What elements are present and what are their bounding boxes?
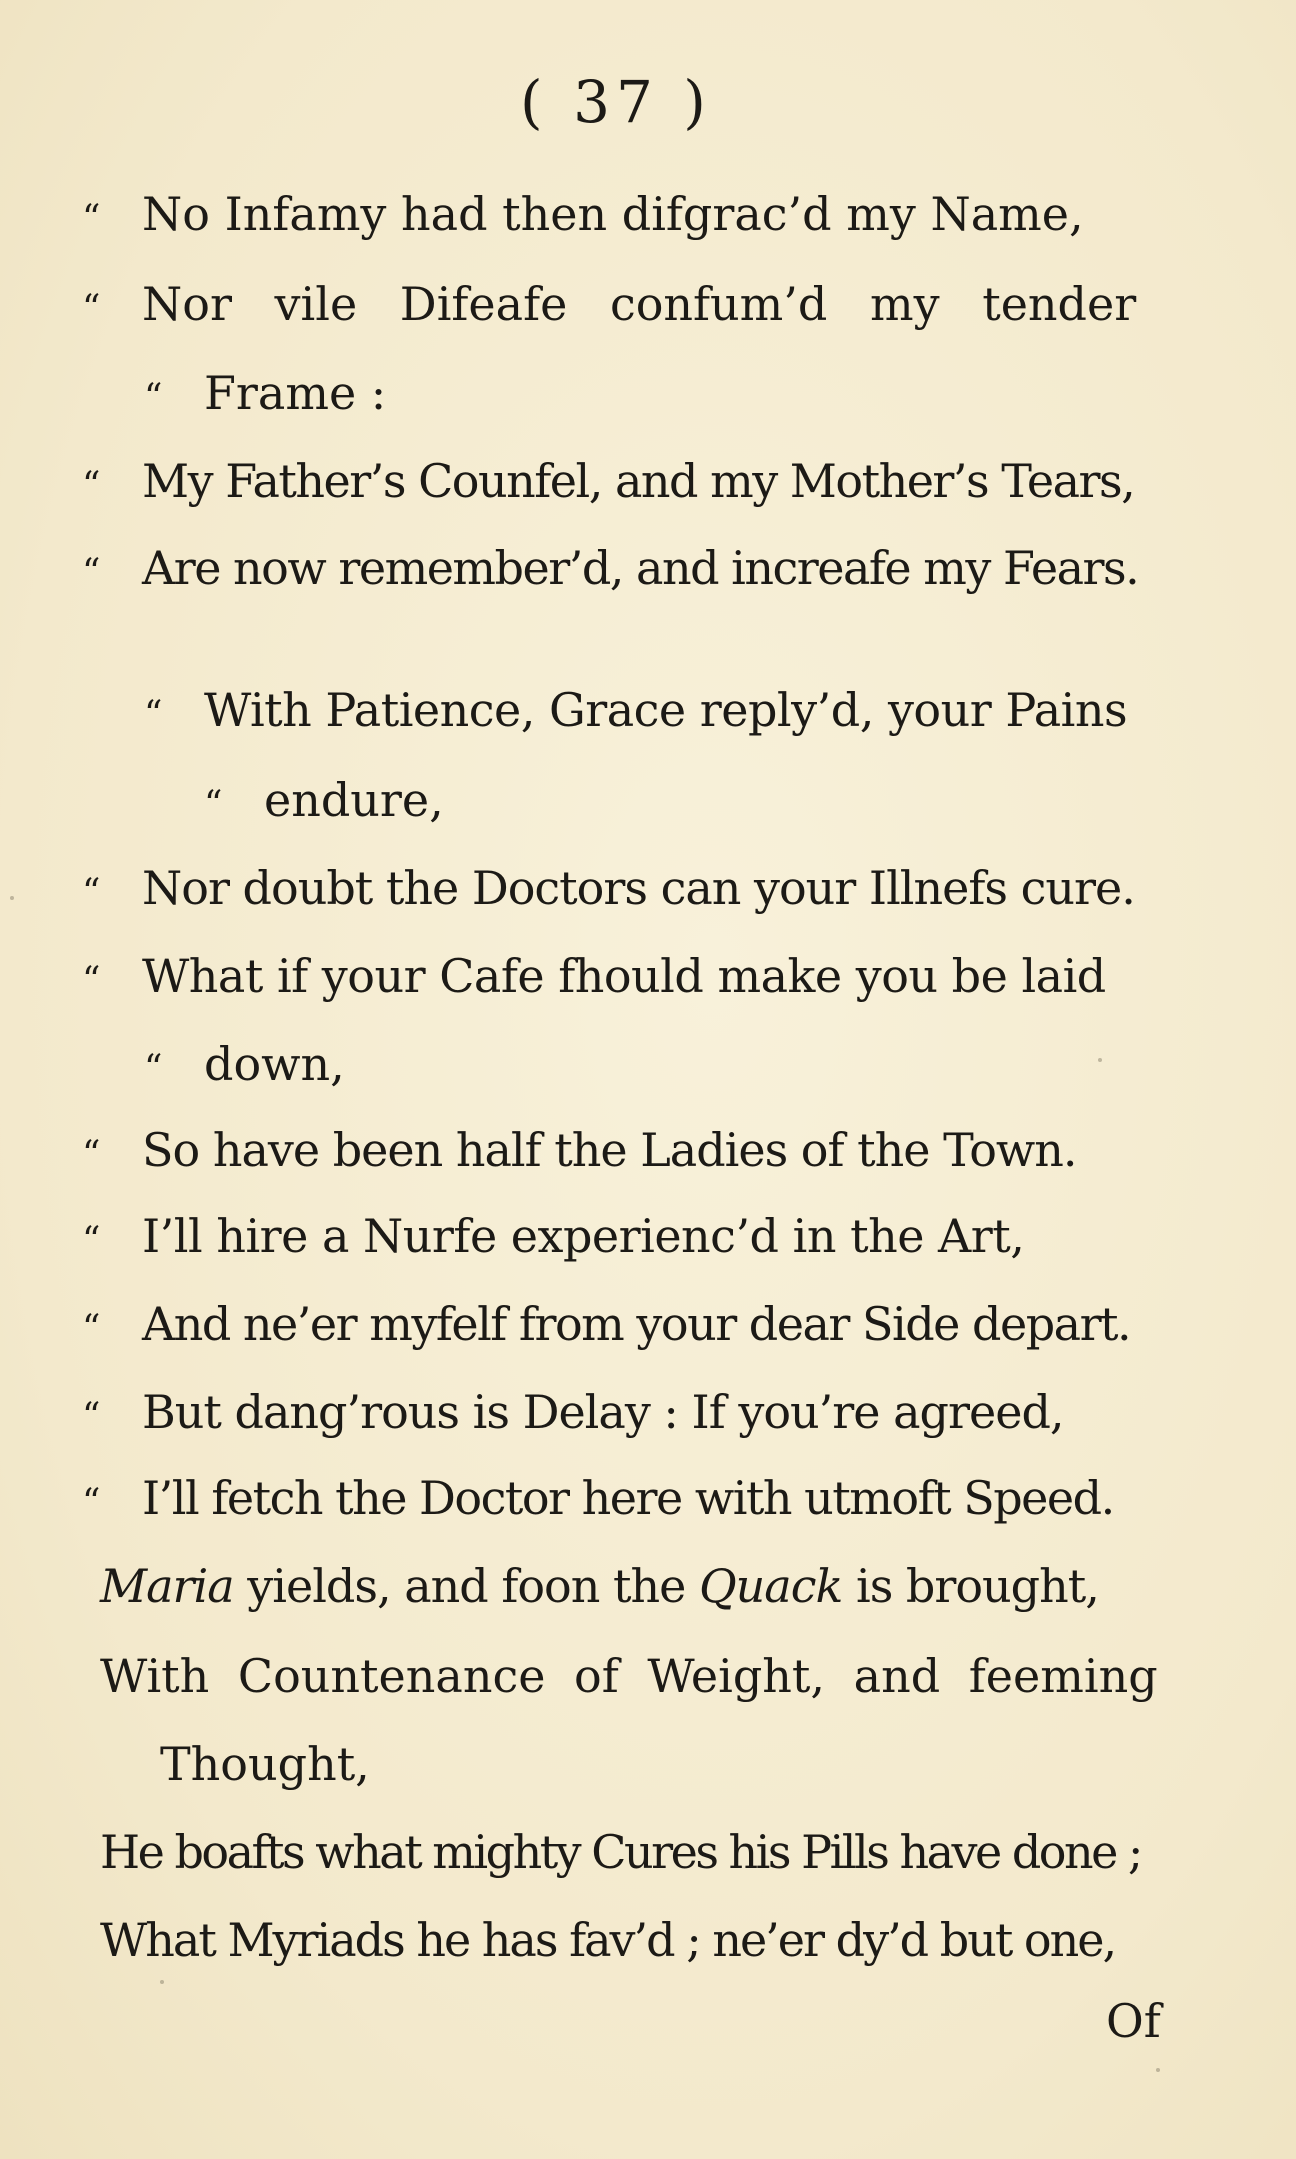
quote-mark: “ xyxy=(82,1396,101,1437)
verse-line xyxy=(82,1208,1024,1269)
quote-mark: “ xyxy=(82,552,101,593)
verse-line xyxy=(82,1384,1064,1445)
verse-line xyxy=(100,1558,1099,1614)
quote-mark: “ xyxy=(204,784,223,825)
quote-mark: “ xyxy=(82,288,101,329)
paper-speck xyxy=(1098,1058,1102,1062)
verse-line xyxy=(82,1122,1077,1183)
verse-text: My Father’s Counfel, and my Mother’s Tears, xyxy=(142,454,1135,508)
page-number: ( 37 ) xyxy=(520,68,712,136)
quote-mark: “ xyxy=(82,960,101,1001)
verse-line xyxy=(144,365,386,426)
verse-line xyxy=(82,276,1136,337)
verse-line xyxy=(82,1296,1130,1357)
italic-name-maria: Maria xyxy=(100,1559,234,1613)
verse-text: I’ll hire a Nurfe experienc’d in the Art, xyxy=(142,1209,1025,1263)
verse-line xyxy=(100,1824,1141,1880)
quote-mark: “ xyxy=(82,872,101,913)
verse-line xyxy=(144,1036,345,1097)
verse-text: Nor doubt the Doctors can your Illnefs cure. xyxy=(142,861,1135,915)
verse-text: With Patience, Grace reply’d, your Pains xyxy=(204,683,1128,737)
verse-text: And ne’er myfelf from your dear Side depart. xyxy=(142,1297,1131,1351)
verse-text: He boafts what mighty Cures his Pills have done ; xyxy=(100,1825,1141,1879)
verse-line xyxy=(204,772,444,833)
quote-mark: “ xyxy=(82,1482,101,1523)
verse-line xyxy=(144,682,1127,743)
italic-word-quack: Quack xyxy=(698,1559,843,1613)
verse-line xyxy=(82,860,1135,921)
verse-line xyxy=(100,1912,1115,1968)
verse-text: No Infamy had then difgrac’d my Name, xyxy=(142,187,1084,241)
verse-text: What if your Cafe fhould make you be laid xyxy=(142,949,1106,1003)
quote-mark: “ xyxy=(144,694,163,735)
quote-mark: “ xyxy=(82,1220,101,1261)
verse-line xyxy=(160,1736,370,1792)
verse-line xyxy=(82,948,1106,1009)
verse-text: Thought, xyxy=(160,1737,370,1791)
verse-text: down, xyxy=(204,1037,345,1091)
verse-line xyxy=(82,540,1138,601)
quote-mark: “ xyxy=(82,1308,101,1349)
verse-line xyxy=(82,186,1084,247)
verse-text: endure, xyxy=(264,773,444,827)
verse-text: Nor vile Difeafe confum’d my tender xyxy=(142,277,1137,331)
paper-speck xyxy=(10,896,14,900)
verse-text: So have been half the Ladies of the Town. xyxy=(142,1123,1077,1177)
quote-mark: “ xyxy=(82,1134,101,1175)
verse-line xyxy=(82,1470,1114,1531)
quote-mark: “ xyxy=(144,1048,163,1089)
paper-speck xyxy=(1156,2068,1160,2072)
verse-line xyxy=(100,1648,1158,1704)
verse-text: But dang’rous is Delay : If you’re agreed, xyxy=(142,1385,1064,1439)
verse-text: What Myriads he has fav’d ; ne’er dy’d but one, xyxy=(100,1913,1116,1967)
verse-text: I’ll fetch the Doctor here with utmoft Speed. xyxy=(142,1471,1114,1525)
verse-line xyxy=(82,453,1134,514)
quote-mark: “ xyxy=(82,465,101,506)
quote-mark: “ xyxy=(144,377,163,418)
verse-text: Maria yields, and foon the Quack is brought, xyxy=(100,1559,1099,1613)
paper-speck xyxy=(160,1980,164,1984)
verse-text: Frame : xyxy=(204,366,387,420)
verse-text: Are now remember’d, and increafe my Fears. xyxy=(142,541,1139,595)
quote-mark: “ xyxy=(82,198,101,239)
catchword: Of xyxy=(1106,1994,1161,2048)
verse-text: With Countenance of Weight, and feeming xyxy=(100,1649,1158,1703)
